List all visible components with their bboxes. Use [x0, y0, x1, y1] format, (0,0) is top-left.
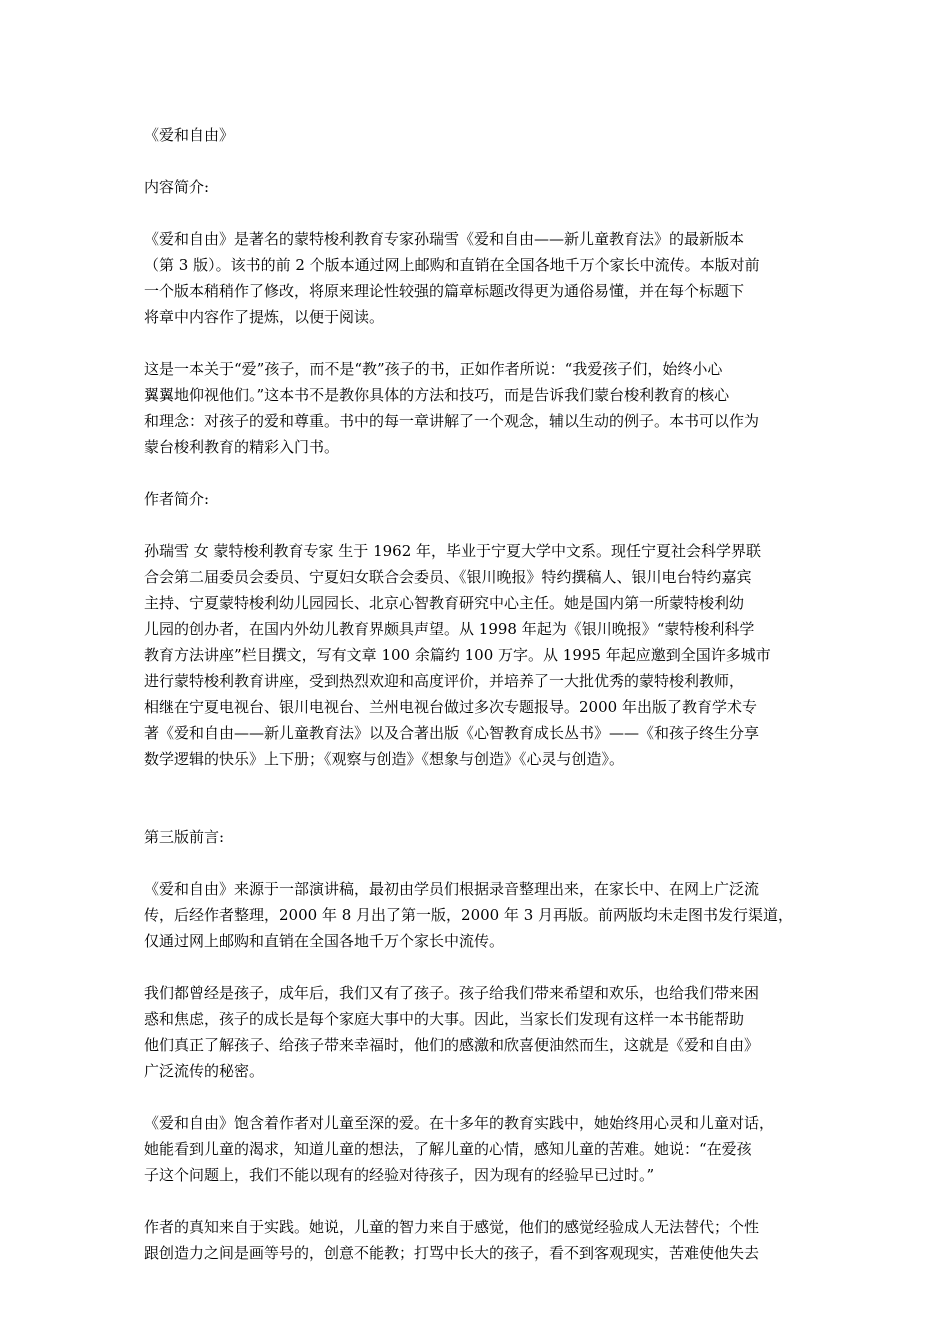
- text-line: 惑和焦虑，孩子的成长是每个家庭大事中的大事。因此，当家长们发现有这样一本书能帮助: [144, 1010, 745, 1028]
- text-line: 儿园的创办者，在国内外幼儿教育界颇具声望。从 1998 年起为《银川晚报》“蒙特梭利科学: [144, 620, 755, 638]
- text-line: 一个版本稍稍作了修改，将原来理论性较强的篇章标题改得更为通俗易懂，并在每个标题下: [144, 282, 745, 300]
- text-line: 蒙台梭利教育的精彩入门书。: [144, 438, 340, 456]
- text-line: 教育方法讲座”栏目撰文，写有文章 100 余篇约 100 万字。从 1995 年起应邀到全国许多城市: [144, 646, 771, 664]
- text-line: 仅通过网上邮购和直销在全国各地千万个家长中流传。: [144, 932, 505, 950]
- text-line: 他们真正了解孩子、给孩子带来幸福时，他们的感激和欣喜便油然而生，这就是《爱和自由》: [144, 1036, 760, 1054]
- text-line: 主持、宁夏蒙特梭利幼儿园园长、北京心智教育研究中心主任。她是国内第一所蒙特梭利幼: [144, 594, 745, 612]
- text-line: 《爱和自由》是著名的蒙特梭利教育专家孙瑞雪《爱和自由——新儿童教育法》的最新版本: [144, 230, 745, 248]
- text-line: 《爱和自由》饱含着作者对儿童至深的爱。在十多年的教育实践中，她始终用心灵和儿童对话，: [144, 1114, 775, 1132]
- text-line: 我们都曾经是孩子，成年后，我们又有了孩子。孩子给我们带来希望和欢乐，也给我们带来困: [144, 984, 760, 1002]
- preface-paragraph-2: [144, 980, 812, 1084]
- text-line: 孙瑞雪 女 蒙特梭利教育专家 生于 1962 年，毕业于宁夏大学中文系。现任宁夏社会科学界联: [144, 542, 762, 560]
- text-line: 跟创造力之间是画等号的，创意不能教；打骂中长大的孩子，看不到客观现实，苦难使他失去: [144, 1244, 760, 1262]
- text-line: 《爱和自由》来源于一部演讲稿，最初由学员们根据录音整理出来，在家长中、在网上广泛流: [144, 880, 760, 898]
- preface-paragraph-4: [144, 1214, 812, 1266]
- text-line: 和理念：对孩子的爱和尊重。书中的每一章讲解了一个观念，辅以生动的例子。本书可以作为: [144, 412, 760, 430]
- preface-paragraph-3: [144, 1110, 812, 1188]
- text-line: 这是一本关于“爱”孩子，而不是“教”孩子的书，正如作者所说：“我爱孩子们，始终小心: [144, 360, 723, 378]
- intro-paragraph-2: [144, 356, 812, 460]
- document-page: [144, 122, 812, 1266]
- text-line: 她能看到儿童的渴求，知道儿童的想法，了解儿童的心情，感知儿童的苦难。她说：“在爱孩: [144, 1140, 752, 1158]
- book-title: 《爱和自由》: [144, 126, 235, 144]
- text-line: 翼翼地仰视他们。”这本书不是教你具体的方法和技巧，而是告诉我们蒙台梭利教育的核心: [144, 386, 730, 404]
- text-line: 广泛流传的秘密。: [144, 1062, 265, 1080]
- preface-paragraph-1: [144, 876, 812, 954]
- text-line: 相继在宁夏电视台、银川电视台、兰州电视台做过多次专题报导。2000 年出版了教育学术专: [144, 698, 757, 716]
- text-line: 作者的真知来自于实践。她说，儿童的智力来自于感觉，他们的感觉经验成人无法替代；个性: [144, 1218, 760, 1236]
- text-line: 子这个问题上，我们不能以现有的经验对待孩子，因为现有的经验早已过时。”: [144, 1166, 655, 1184]
- author-heading: 作者简介:: [144, 490, 210, 508]
- text-line: 将章中内容作了提炼，以便于阅读。: [144, 308, 385, 326]
- author-paragraph: [144, 538, 812, 772]
- text-line: 著《爱和自由——新儿童教育法》以及合著出版《心智教育成长丛书》——《和孩子终生分享: [144, 724, 760, 742]
- text-line: 合会第二届委员会委员、宁夏妇女联合会委员、《银川晚报》特约撰稿人、银川电台特约嘉宾: [144, 568, 752, 586]
- intro-paragraph-1: [144, 226, 812, 330]
- intro-heading: 内容简介:: [144, 178, 210, 196]
- text-line: 数学逻辑的快乐》上下册；《观察与创造》《想象与创造》《心灵与创造》。: [144, 750, 625, 768]
- text-line: 传，后经作者整理，2000 年 8 月出了第一版，2000 年 3 月再版。前两版均未走图书发行渠道，: [144, 906, 794, 924]
- preface-heading: 第三版前言:: [144, 828, 225, 846]
- text-line: 进行蒙特梭利教育讲座，受到热烈欢迎和高度评价，并培养了一大批优秀的蒙特梭利教师，: [144, 672, 745, 690]
- text-line: （第 3 版）。该书的前 2 个版本通过网上邮购和直销在全国各地千万个家长中流传。本版对前: [144, 256, 760, 274]
